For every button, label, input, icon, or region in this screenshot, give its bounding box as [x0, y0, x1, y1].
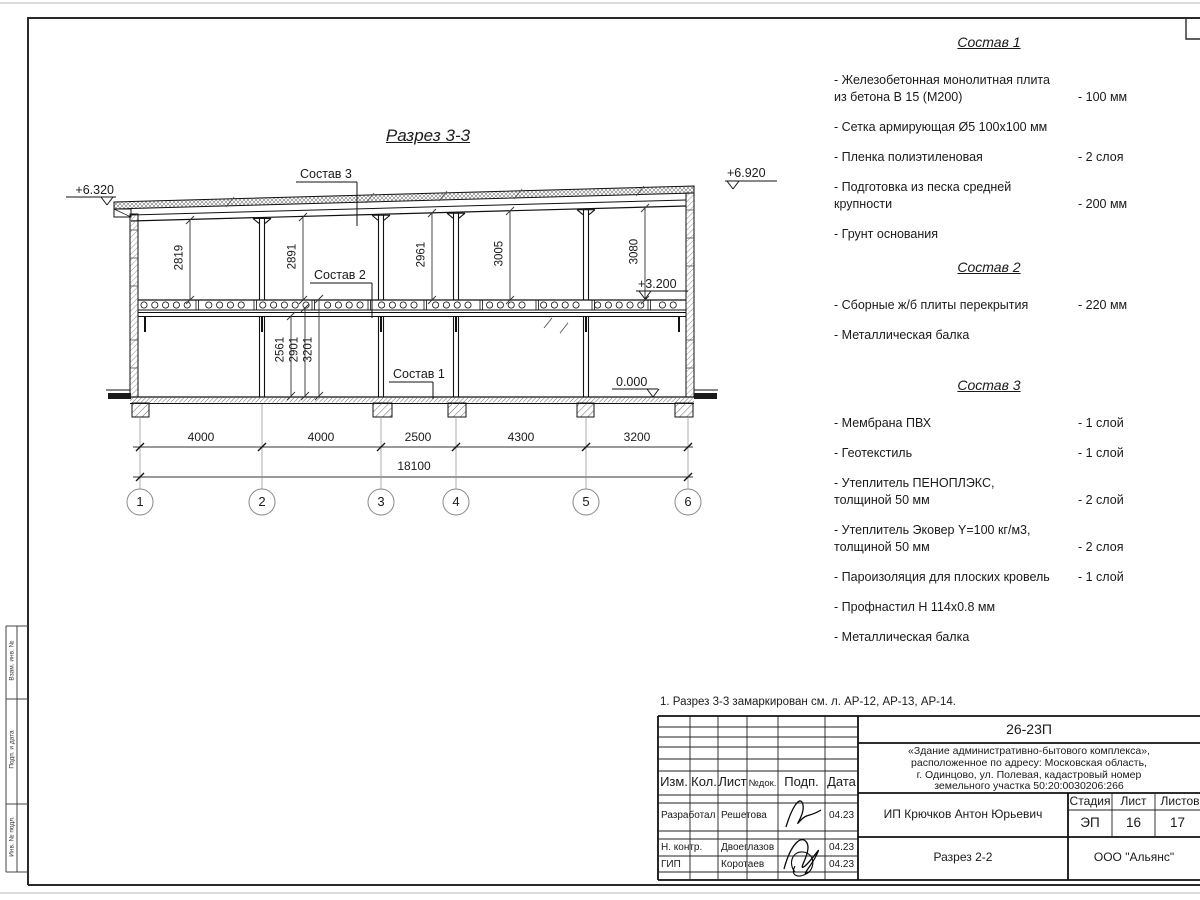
title-block-col-header: Дата	[827, 774, 856, 789]
composition-item	[834, 179, 1144, 213]
composition-item-name	[834, 415, 1070, 432]
composition-item-name	[834, 629, 1070, 646]
composition-item	[834, 72, 1144, 106]
composition-item	[834, 226, 1144, 243]
project-line: расположенное по адресу: Московская область,	[911, 756, 1147, 769]
axis-bubble-label: 6	[684, 494, 692, 509]
title-block-col-header: Изм.	[660, 774, 688, 789]
doc-number: 26-23П	[1006, 721, 1052, 737]
composition-item-value: - 220 мм	[1078, 298, 1128, 312]
client: ИП Крючков Антон Юрьевич	[883, 807, 1043, 821]
composition-item-line: толщиной 50 мм	[834, 540, 930, 554]
name-cell: Решетова	[721, 810, 767, 821]
composition-item	[834, 327, 1144, 344]
date-cell: 04.23	[828, 859, 855, 870]
composition-item-value: - 100 мм	[1078, 90, 1128, 104]
composition-item-value: - 2 слоя	[1078, 150, 1124, 164]
upper-height-dim: 3080	[628, 238, 641, 265]
name-cell: Двоеглазов	[721, 842, 775, 853]
composition-item-name	[834, 297, 1070, 314]
composition-item-line: - Сетка армирующая Ø5 100х100 мм	[834, 120, 1048, 134]
lower-height-dim: 2901	[288, 336, 301, 363]
name-cell: Коротаев	[721, 859, 765, 870]
composition-item-name	[834, 149, 1070, 166]
composition-item-value: - 1 слой	[1078, 446, 1124, 460]
stage-value: ЭП	[1080, 815, 1100, 830]
upper-height-dim: 3005	[493, 240, 506, 267]
composition-item-line: - Грунт основания	[834, 227, 939, 241]
composition-item-name	[834, 475, 1070, 509]
level-roof-left: +6.320	[75, 183, 114, 197]
composition-item	[834, 445, 1144, 462]
frame-side-label: Инв. № подл.	[8, 816, 16, 857]
composition-item-line: - Пароизоляция для плоских кровель	[834, 570, 1050, 584]
composition-item-line: - Утеплитель Эковер Y=100 кг/м3,	[834, 523, 1031, 537]
frame-side-label: Подп. и дата	[8, 730, 16, 769]
composition-item-line: из бетона В 15 (М200)	[834, 90, 963, 104]
project-line: земельного участка 50:20:0030206:266	[934, 780, 1124, 793]
composition-item-line: - Сборные ж/б плиты перекрытия	[834, 298, 1029, 312]
title-block-col-header: Лист	[718, 774, 747, 789]
sheet-value: 16	[1125, 815, 1142, 830]
span-dim: 4000	[307, 430, 335, 444]
composition-item-value: - 2 слоя	[1078, 540, 1124, 554]
lower-height-dim: 2561	[274, 336, 287, 363]
frame-side-label: Взам. инв. №	[8, 640, 16, 681]
lower-height-dim: 3201	[302, 336, 315, 363]
composition-item-value: - 1 слой	[1078, 416, 1124, 430]
upper-height-dim: 2819	[173, 244, 186, 271]
composition-item-line: - Пленка полиэтиленовая	[834, 150, 983, 164]
signature	[784, 801, 821, 876]
composition-item	[834, 629, 1144, 646]
role-cell: Разработал	[661, 810, 716, 821]
title-block-col-header: №док.	[748, 778, 777, 789]
leader-label-sostav1: Состав 1	[393, 367, 445, 381]
date-cell: 04.23	[828, 842, 855, 853]
composition-item-line: - Железобетонная монолитная плита	[834, 73, 1050, 87]
sheets-label: Листов	[1160, 794, 1200, 808]
composition-item-line: - Утеплитель ПЕНОПЛЭКС,	[834, 476, 995, 490]
note: 1. Разрез 3-3 замаркирован см. л. АР-12, АР-13, АР-14.	[660, 696, 956, 708]
sheets-value: 17	[1169, 815, 1186, 830]
leader-label-sostav2: Состав 2	[314, 268, 366, 282]
axis-bubble-label: 5	[582, 494, 590, 509]
level-roof-right: +6.920	[727, 166, 766, 180]
composition-lists	[834, 34, 1144, 659]
sheet-label: Лист	[1120, 794, 1147, 808]
composition-item-value: - 2 слой	[1078, 493, 1124, 507]
composition-item-name	[834, 327, 1070, 344]
axis-bubble-label: 3	[377, 494, 385, 509]
span-dim: 4300	[507, 430, 535, 444]
composition-item	[834, 297, 1144, 314]
span-dim: 2500	[404, 430, 432, 444]
composition-item-value: - 200 мм	[1078, 197, 1128, 211]
composition-item-name	[834, 599, 1070, 616]
date-cell: 04.23	[828, 810, 855, 821]
axis-bubble-label: 2	[258, 494, 266, 509]
composition-title: Состав 1	[957, 34, 1021, 50]
company: ООО "Альянс"	[1093, 850, 1175, 864]
composition-item	[834, 119, 1144, 136]
composition-item	[834, 415, 1144, 432]
composition-item	[834, 149, 1144, 166]
leader-label-sostav3: Состав 3	[300, 167, 352, 181]
span-dim: 3200	[623, 430, 651, 444]
level-ground: 0.000	[616, 375, 648, 389]
span-dim: 4000	[187, 430, 215, 444]
project-line: г. Одинцово, ул. Полевая, кадастровый номер	[916, 768, 1142, 781]
composition-item-line: - Металлическая балка	[834, 328, 970, 342]
composition-item-name	[834, 72, 1070, 106]
project-line: «Здание административно-бытового комплекса»,	[908, 745, 1150, 757]
sheet-name: Разрез 2-2	[933, 850, 993, 864]
axis-bubble-label: 4	[452, 494, 460, 509]
composition-item-line: - Профнастил Н 114х0.8 мм	[834, 600, 996, 614]
composition-item-name	[834, 569, 1070, 586]
composition-item	[834, 599, 1144, 616]
composition-item-line: - Подготовка из песка средней	[834, 180, 1012, 194]
composition-title: Состав 3	[957, 377, 1021, 393]
composition-item-value: - 1 слой	[1078, 570, 1124, 584]
composition-item-name	[834, 522, 1070, 556]
role-cell: ГИП	[661, 859, 681, 870]
composition-title: Состав 2	[957, 259, 1021, 275]
section-title: Разрез 3-3	[385, 126, 471, 145]
total-dim: 18100	[397, 459, 431, 473]
project-description	[862, 746, 1196, 793]
composition-item-line: крупности	[834, 197, 893, 211]
composition-item-line: толщиной 50 мм	[834, 493, 930, 507]
stage-label: Стадия	[1069, 794, 1111, 808]
composition-item-name	[834, 445, 1070, 462]
composition-item	[834, 475, 1144, 509]
composition-item-name	[834, 119, 1070, 136]
title-block-col-header: Подп.	[784, 774, 819, 789]
axis-bubble-label: 1	[136, 494, 144, 509]
composition-item	[834, 522, 1144, 556]
upper-height-dim: 2891	[286, 243, 299, 270]
title-block-col-header: Кол.	[691, 774, 717, 789]
role-cell: Н. контр.	[661, 842, 703, 853]
foundation-pads	[132, 403, 693, 417]
composition-item-line: - Мембрана ПВХ	[834, 416, 932, 430]
composition-item	[834, 569, 1144, 586]
upper-height-dim: 2961	[415, 241, 428, 268]
composition-item-line: - Геотекстиль	[834, 446, 913, 460]
composition-item-name	[834, 179, 1070, 213]
level-floor2: +3.200	[638, 277, 677, 291]
composition-item-line: - Металлическая балка	[834, 630, 970, 644]
composition-item-name	[834, 226, 1070, 243]
